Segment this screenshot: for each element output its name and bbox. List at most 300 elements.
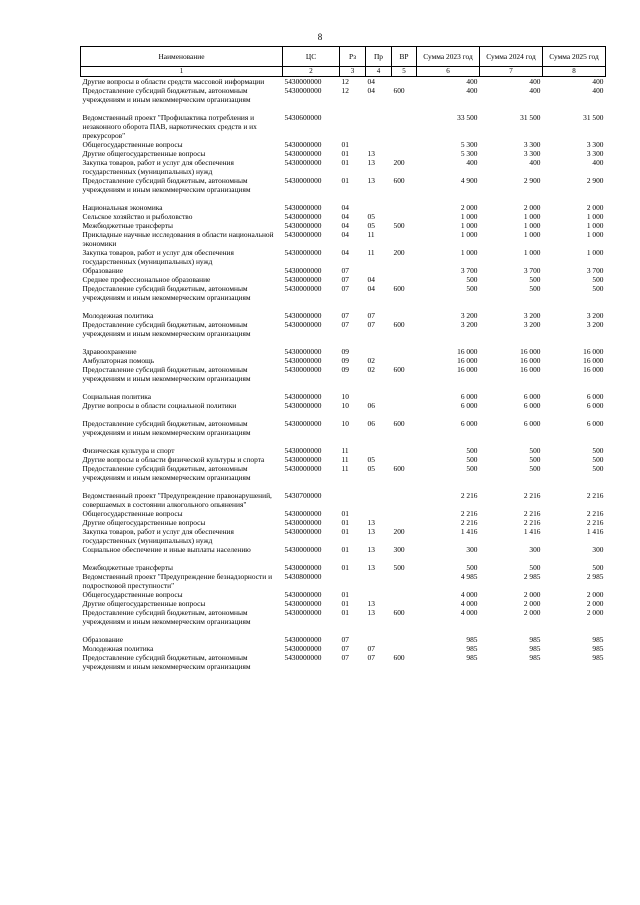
spacer-cell xyxy=(81,437,606,446)
header-cell: Сумма 2024 год xyxy=(480,47,543,67)
cell-s1: 33 500 xyxy=(457,113,478,122)
table-row xyxy=(81,572,606,590)
cell-cs: 5430000000 xyxy=(284,311,322,320)
cell-pr: 07 xyxy=(367,644,375,653)
cell-rz: 01 xyxy=(341,563,349,572)
header-cell: ВР xyxy=(392,47,417,67)
cell-name: Национальная экономика xyxy=(82,203,163,212)
cell-name: Предоставление субсидий бюджетным, автономным учреждениям и иным некоммерческим организациям xyxy=(82,320,251,338)
cell-name: Молодежная политика xyxy=(82,311,154,320)
cell-name: Молодежная политика xyxy=(82,644,154,653)
cell-rz: 09 xyxy=(341,365,349,374)
cell-vr xyxy=(392,356,417,365)
cell-s1: 300 xyxy=(466,545,478,554)
cell-vr: 600 xyxy=(393,86,405,95)
cell-s1: 500 xyxy=(466,563,478,572)
cell-rz: 04 xyxy=(341,248,349,257)
spacer-row xyxy=(81,554,606,563)
cell-cs: 5430000000 xyxy=(284,284,322,293)
cell-rz: 01 xyxy=(341,518,349,527)
cell-vr: 500 xyxy=(393,563,405,572)
cell-vr: 600 xyxy=(393,653,405,662)
cell-s3: 2 216 xyxy=(586,518,604,527)
cell-name: Предоставление субсидий бюджетным, автономным учреждениям и иным некоммерческим организациям xyxy=(82,608,251,626)
cell-rz xyxy=(340,113,366,140)
header-cell: Сумма 2023 год xyxy=(417,47,480,67)
cell-name: Социальное обеспечение и иные выплаты населению xyxy=(82,545,251,554)
cell-pr: 06 xyxy=(367,401,375,410)
cell-s1: 6 000 xyxy=(460,392,478,401)
cell-rz: 01 xyxy=(341,140,349,149)
cell-s1: 5 300 xyxy=(460,140,478,149)
cell-cs: 5430000000 xyxy=(284,365,322,374)
cell-s2: 500 xyxy=(529,563,541,572)
cell-vr: 600 xyxy=(393,419,405,428)
table-row xyxy=(81,563,606,572)
cell-s1: 4 000 xyxy=(460,599,478,608)
cell-s3: 500 xyxy=(592,563,604,572)
cell-rz: 01 xyxy=(341,608,349,617)
cell-pr: 06 xyxy=(367,419,375,428)
cell-rz: 04 xyxy=(341,212,349,221)
cell-pr: 13 xyxy=(367,563,375,572)
cell-s1: 16 000 xyxy=(457,365,478,374)
spacer-row xyxy=(81,410,606,419)
cell-rz: 01 xyxy=(341,545,349,554)
cell-name: Закупка товаров, работ и услуг для обеспечения государственных (муниципальных) нужд xyxy=(82,248,234,266)
cell-s1: 2 000 xyxy=(460,203,478,212)
cell-vr xyxy=(392,275,417,284)
cell-cs: 5430000000 xyxy=(284,212,322,221)
cell-cs: 5430700000 xyxy=(284,491,322,500)
cell-name: Предоставление субсидий бюджетным, автономным учреждениям и иным некоммерческим организациям xyxy=(82,86,251,104)
cell-s1: 400 xyxy=(466,86,478,95)
table-row xyxy=(81,608,606,626)
cell-name: Другие общегосударственные вопросы xyxy=(82,149,206,158)
header-cell: Сумма 2025 год xyxy=(543,47,606,67)
table-row xyxy=(81,248,606,266)
cell-s3: 985 xyxy=(592,635,604,644)
spacer-cell xyxy=(81,626,606,635)
cell-s3: 400 xyxy=(592,86,604,95)
table-row xyxy=(81,446,606,455)
cell-s1: 1 416 xyxy=(460,527,478,536)
cell-s3: 6 000 xyxy=(586,401,604,410)
cell-vr: 600 xyxy=(393,365,405,374)
cell-name: Образование xyxy=(82,266,124,275)
cell-s3: 2 216 xyxy=(586,509,604,518)
cell-name: Ведомственный проект "Предупреждение правонарушений, совершаемых в состоянии алкогольного опьянения" xyxy=(82,491,272,509)
cell-vr xyxy=(392,311,417,320)
cell-vr xyxy=(392,203,417,212)
cell-pr: 11 xyxy=(367,230,375,239)
cell-vr xyxy=(392,149,417,158)
table-row xyxy=(81,113,606,140)
cell-s3: 6 000 xyxy=(586,392,604,401)
table-row xyxy=(81,311,606,320)
cell-cs: 5430000000 xyxy=(284,464,322,473)
cell-s2: 2 900 xyxy=(523,176,541,185)
cell-cs: 5430000000 xyxy=(284,509,322,518)
table-row xyxy=(81,203,606,212)
cell-rz: 01 xyxy=(341,590,349,599)
column-number: 2 xyxy=(283,67,340,77)
cell-s3: 16 000 xyxy=(583,347,604,356)
spacer-cell xyxy=(81,482,606,491)
cell-s2: 3 300 xyxy=(523,140,541,149)
cell-s2: 2 000 xyxy=(523,608,541,617)
cell-s3: 6 000 xyxy=(586,419,604,428)
cell-s2: 985 xyxy=(529,635,541,644)
table-row xyxy=(81,212,606,221)
cell-cs: 5430000000 xyxy=(284,635,322,644)
cell-s1: 400 xyxy=(466,158,478,167)
cell-rz: 07 xyxy=(341,644,349,653)
cell-s3: 985 xyxy=(592,653,604,662)
cell-s1: 2 216 xyxy=(460,518,478,527)
column-number: 5 xyxy=(392,67,417,77)
table-row xyxy=(81,230,606,248)
header-cell: Пр xyxy=(366,47,392,67)
table-row xyxy=(81,176,606,194)
cell-vr: 200 xyxy=(393,248,405,257)
cell-cs: 5430000000 xyxy=(284,203,322,212)
table-row xyxy=(81,644,606,653)
table-row xyxy=(81,491,606,509)
spacer-cell xyxy=(81,410,606,419)
cell-s2: 400 xyxy=(529,86,541,95)
cell-s2: 1 416 xyxy=(523,527,541,536)
cell-vr: 500 xyxy=(393,221,405,230)
header-cell: Наименование xyxy=(81,47,283,67)
cell-s3: 3 700 xyxy=(586,266,604,275)
cell-vr: 600 xyxy=(393,464,405,473)
table-row xyxy=(81,284,606,302)
header-cell: ЦС xyxy=(283,47,340,67)
cell-name: Другие вопросы в области физической культуры и спорта xyxy=(82,455,265,464)
table-row xyxy=(81,653,606,671)
spacer-cell xyxy=(81,554,606,563)
cell-name: Социальная политика xyxy=(82,392,152,401)
cell-name: Межбюджетные трансферты xyxy=(82,563,173,572)
cell-vr xyxy=(392,446,417,455)
cell-s3: 31 500 xyxy=(583,113,604,122)
cell-vr xyxy=(392,401,417,410)
cell-s2: 985 xyxy=(529,644,541,653)
cell-cs: 5430000000 xyxy=(284,644,322,653)
cell-vr xyxy=(392,230,417,248)
cell-rz: 07 xyxy=(341,635,349,644)
cell-pr: 07 xyxy=(367,653,375,662)
spacer-cell xyxy=(81,338,606,347)
cell-s1: 4 985 xyxy=(460,572,478,581)
cell-s2: 400 xyxy=(529,158,541,167)
cell-vr xyxy=(392,599,417,608)
cell-cs: 5430000000 xyxy=(284,653,322,662)
cell-name: Амбулаторная помощь xyxy=(82,356,155,365)
cell-cs: 5430000000 xyxy=(284,419,322,428)
cell-s1: 500 xyxy=(466,284,478,293)
cell-name: Ведомственный проект "Предупреждение безнадзорности и подростковой преступности" xyxy=(82,572,273,590)
cell-pr: 13 xyxy=(367,599,375,608)
cell-pr: 11 xyxy=(367,248,375,257)
cell-name: Общегосударственные вопросы xyxy=(82,590,183,599)
page-number: 8 xyxy=(317,32,323,42)
cell-pr xyxy=(366,392,392,401)
cell-name: Другие вопросы в области социальной политики xyxy=(82,401,237,410)
cell-rz: 04 xyxy=(341,230,349,239)
table-row xyxy=(81,347,606,356)
cell-cs: 5430000000 xyxy=(284,446,322,455)
cell-pr: 02 xyxy=(367,365,375,374)
cell-cs: 5430000000 xyxy=(284,590,322,599)
cell-cs: 5430000000 xyxy=(284,599,322,608)
cell-s1: 500 xyxy=(466,446,478,455)
cell-s3: 16 000 xyxy=(583,356,604,365)
header-row xyxy=(81,47,606,67)
cell-name: Другие общегосударственные вопросы xyxy=(82,518,206,527)
table-body xyxy=(81,77,606,672)
cell-vr: 600 xyxy=(393,284,405,293)
table-row xyxy=(81,401,606,410)
table-row xyxy=(81,635,606,644)
cell-s1: 1 000 xyxy=(460,212,478,221)
table-row xyxy=(81,158,606,176)
cell-s3: 500 xyxy=(592,455,604,464)
cell-s1: 400 xyxy=(466,77,478,86)
cell-vr xyxy=(392,644,417,653)
cell-rz: 01 xyxy=(341,509,349,518)
cell-rz: 07 xyxy=(341,653,349,662)
column-number: 6 xyxy=(417,67,480,77)
cell-s3: 2 000 xyxy=(586,203,604,212)
cell-name: Предоставление субсидий бюджетным, автономным учреждениям и иным некоммерческим организациям xyxy=(82,176,251,194)
cell-cs: 5430000000 xyxy=(284,392,322,401)
cell-s3: 500 xyxy=(592,446,604,455)
cell-cs: 5430000000 xyxy=(284,86,322,95)
cell-s1: 500 xyxy=(466,455,478,464)
cell-vr: 300 xyxy=(393,545,405,554)
cell-s2: 2 000 xyxy=(523,203,541,212)
cell-cs: 5430000000 xyxy=(284,527,322,536)
cell-cs: 5430000000 xyxy=(284,545,322,554)
spacer-row xyxy=(81,437,606,446)
cell-rz: 01 xyxy=(341,176,349,185)
spacer-row xyxy=(81,338,606,347)
cell-vr xyxy=(392,518,417,527)
cell-s3: 500 xyxy=(592,464,604,473)
cell-s3: 3 200 xyxy=(586,311,604,320)
cell-name: Закупка товаров, работ и услуг для обеспечения государственных (муниципальных) нужд xyxy=(82,158,234,176)
cell-s3: 985 xyxy=(592,644,604,653)
cell-vr: 200 xyxy=(393,158,405,167)
cell-pr: 05 xyxy=(367,221,375,230)
cell-vr xyxy=(392,572,417,590)
cell-rz: 01 xyxy=(341,149,349,158)
cell-s1: 3 200 xyxy=(460,320,478,329)
cell-pr: 13 xyxy=(367,545,375,554)
cell-pr: 13 xyxy=(367,518,375,527)
cell-s2: 500 xyxy=(529,275,541,284)
cell-pr: 07 xyxy=(367,311,375,320)
table-row xyxy=(81,149,606,158)
cell-s1: 2 216 xyxy=(460,491,478,500)
cell-s1: 2 216 xyxy=(460,509,478,518)
cell-pr: 04 xyxy=(367,284,375,293)
cell-s3: 1 416 xyxy=(586,527,604,536)
cell-pr: 07 xyxy=(367,320,375,329)
cell-s3: 3 200 xyxy=(586,320,604,329)
table-row xyxy=(81,419,606,437)
cell-vr xyxy=(392,635,417,644)
cell-s1: 3 700 xyxy=(460,266,478,275)
table-header xyxy=(81,47,606,77)
table-row xyxy=(81,140,606,149)
cell-vr xyxy=(392,509,417,518)
cell-s2: 3 300 xyxy=(523,149,541,158)
cell-name: Предоставление субсидий бюджетным, автономным учреждениям и иным некоммерческим организациям xyxy=(82,464,251,482)
cell-name: Другие вопросы в области средств массовой информации xyxy=(82,77,265,86)
cell-s1: 985 xyxy=(466,635,478,644)
cell-rz: 10 xyxy=(341,419,349,428)
cell-cs: 5430000000 xyxy=(284,356,322,365)
cell-name: Межбюджетные трансферты xyxy=(82,221,173,230)
table-row xyxy=(81,545,606,554)
cell-pr xyxy=(366,446,392,455)
cell-rz: 11 xyxy=(341,455,349,464)
cell-vr xyxy=(392,590,417,599)
cell-s2: 400 xyxy=(529,77,541,86)
cell-vr xyxy=(392,455,417,464)
table-row xyxy=(81,365,606,383)
cell-pr xyxy=(366,509,392,518)
cell-pr: 05 xyxy=(367,455,375,464)
spacer-row xyxy=(81,104,606,113)
cell-vr xyxy=(392,140,417,149)
spacer-row xyxy=(81,302,606,311)
cell-pr xyxy=(366,140,392,149)
cell-s2: 16 000 xyxy=(520,356,541,365)
cell-rz: 09 xyxy=(341,347,349,356)
cell-cs: 5430000000 xyxy=(284,275,322,284)
cell-s2: 500 xyxy=(529,284,541,293)
cell-name: Образование xyxy=(82,635,124,644)
cell-pr: 02 xyxy=(367,356,375,365)
cell-s1: 6 000 xyxy=(460,401,478,410)
table-row xyxy=(81,590,606,599)
cell-s1: 985 xyxy=(466,653,478,662)
cell-vr: 600 xyxy=(393,320,405,329)
cell-rz: 10 xyxy=(341,392,349,401)
cell-rz: 10 xyxy=(341,401,349,410)
cell-pr: 13 xyxy=(367,608,375,617)
cell-pr: 13 xyxy=(367,149,375,158)
cell-name: Предоставление субсидий бюджетным, автономным учреждениям и иным некоммерческим организациям xyxy=(82,653,251,671)
cell-vr xyxy=(392,266,417,275)
cell-s2: 6 000 xyxy=(523,392,541,401)
cell-vr xyxy=(392,113,417,140)
spacer-cell xyxy=(81,194,606,203)
cell-rz: 11 xyxy=(341,446,349,455)
cell-s3: 1 000 xyxy=(586,212,604,221)
header-cell: Рз xyxy=(340,47,366,67)
table-row xyxy=(81,86,606,104)
cell-cs: 5430000000 xyxy=(284,563,322,572)
cell-vr xyxy=(392,77,417,87)
cell-s3: 400 xyxy=(592,158,604,167)
table-row xyxy=(81,455,606,464)
cell-s3: 2 900 xyxy=(586,176,604,185)
cell-rz: 09 xyxy=(341,356,349,365)
cell-cs: 5430000000 xyxy=(284,347,322,356)
cell-s3: 2 000 xyxy=(586,608,604,617)
cell-cs: 5430000000 xyxy=(284,77,322,86)
cell-s2: 1 000 xyxy=(523,248,541,257)
cell-pr: 13 xyxy=(367,176,375,185)
cell-pr: 05 xyxy=(367,212,375,221)
cell-cs: 5430000000 xyxy=(284,248,322,257)
cell-s1: 16 000 xyxy=(457,347,478,356)
cell-pr xyxy=(366,203,392,212)
cell-pr xyxy=(366,113,392,140)
cell-name: Закупка товаров, работ и услуг для обеспечения государственных (муниципальных) нужд xyxy=(82,527,234,545)
cell-s2: 2 216 xyxy=(523,509,541,518)
table-row xyxy=(81,599,606,608)
cell-s3: 2 985 xyxy=(586,572,604,581)
cell-pr xyxy=(366,635,392,644)
cell-pr xyxy=(366,590,392,599)
cell-pr: 13 xyxy=(367,527,375,536)
cell-cs: 5430000000 xyxy=(284,320,322,329)
cell-pr: 04 xyxy=(367,86,375,95)
cell-vr xyxy=(392,491,417,509)
table-row xyxy=(81,221,606,230)
spacer-cell xyxy=(81,383,606,392)
cell-s1: 4 000 xyxy=(460,590,478,599)
cell-s1: 16 000 xyxy=(457,356,478,365)
cell-cs: 5430000000 xyxy=(284,266,322,275)
cell-cs: 5430600000 xyxy=(284,113,322,122)
cell-rz: 11 xyxy=(341,464,349,473)
spacer-row xyxy=(81,383,606,392)
cell-vr: 200 xyxy=(393,527,405,536)
cell-s2: 1 000 xyxy=(523,212,541,221)
cell-pr xyxy=(366,347,392,356)
cell-name: Другие общегосударственные вопросы xyxy=(82,599,206,608)
cell-cs: 5430800000 xyxy=(284,572,322,581)
cell-rz: 04 xyxy=(341,221,349,230)
table-row xyxy=(81,527,606,545)
cell-name: Ведомственный проект "Профилактика потребления и незаконного оборота ПАВ, наркотических средств и их прекурсоров" xyxy=(82,113,257,140)
cell-s2: 6 000 xyxy=(523,419,541,428)
cell-s3: 1 000 xyxy=(586,248,604,257)
cell-rz: 12 xyxy=(341,77,349,86)
budget-table xyxy=(80,46,606,671)
cell-pr: 13 xyxy=(367,158,375,167)
cell-s3: 400 xyxy=(592,77,604,86)
column-number: 8 xyxy=(543,67,606,77)
cell-name: Здравоохранение xyxy=(82,347,137,356)
cell-s2: 300 xyxy=(529,545,541,554)
column-number: 1 xyxy=(81,67,283,77)
cell-s2: 16 000 xyxy=(520,347,541,356)
cell-s2: 2 985 xyxy=(523,572,541,581)
cell-name: Физическая культура и спорт xyxy=(82,446,175,455)
cell-pr: 04 xyxy=(367,77,375,86)
cell-vr xyxy=(392,347,417,356)
cell-rz: 07 xyxy=(341,284,349,293)
cell-s2: 31 500 xyxy=(520,113,541,122)
